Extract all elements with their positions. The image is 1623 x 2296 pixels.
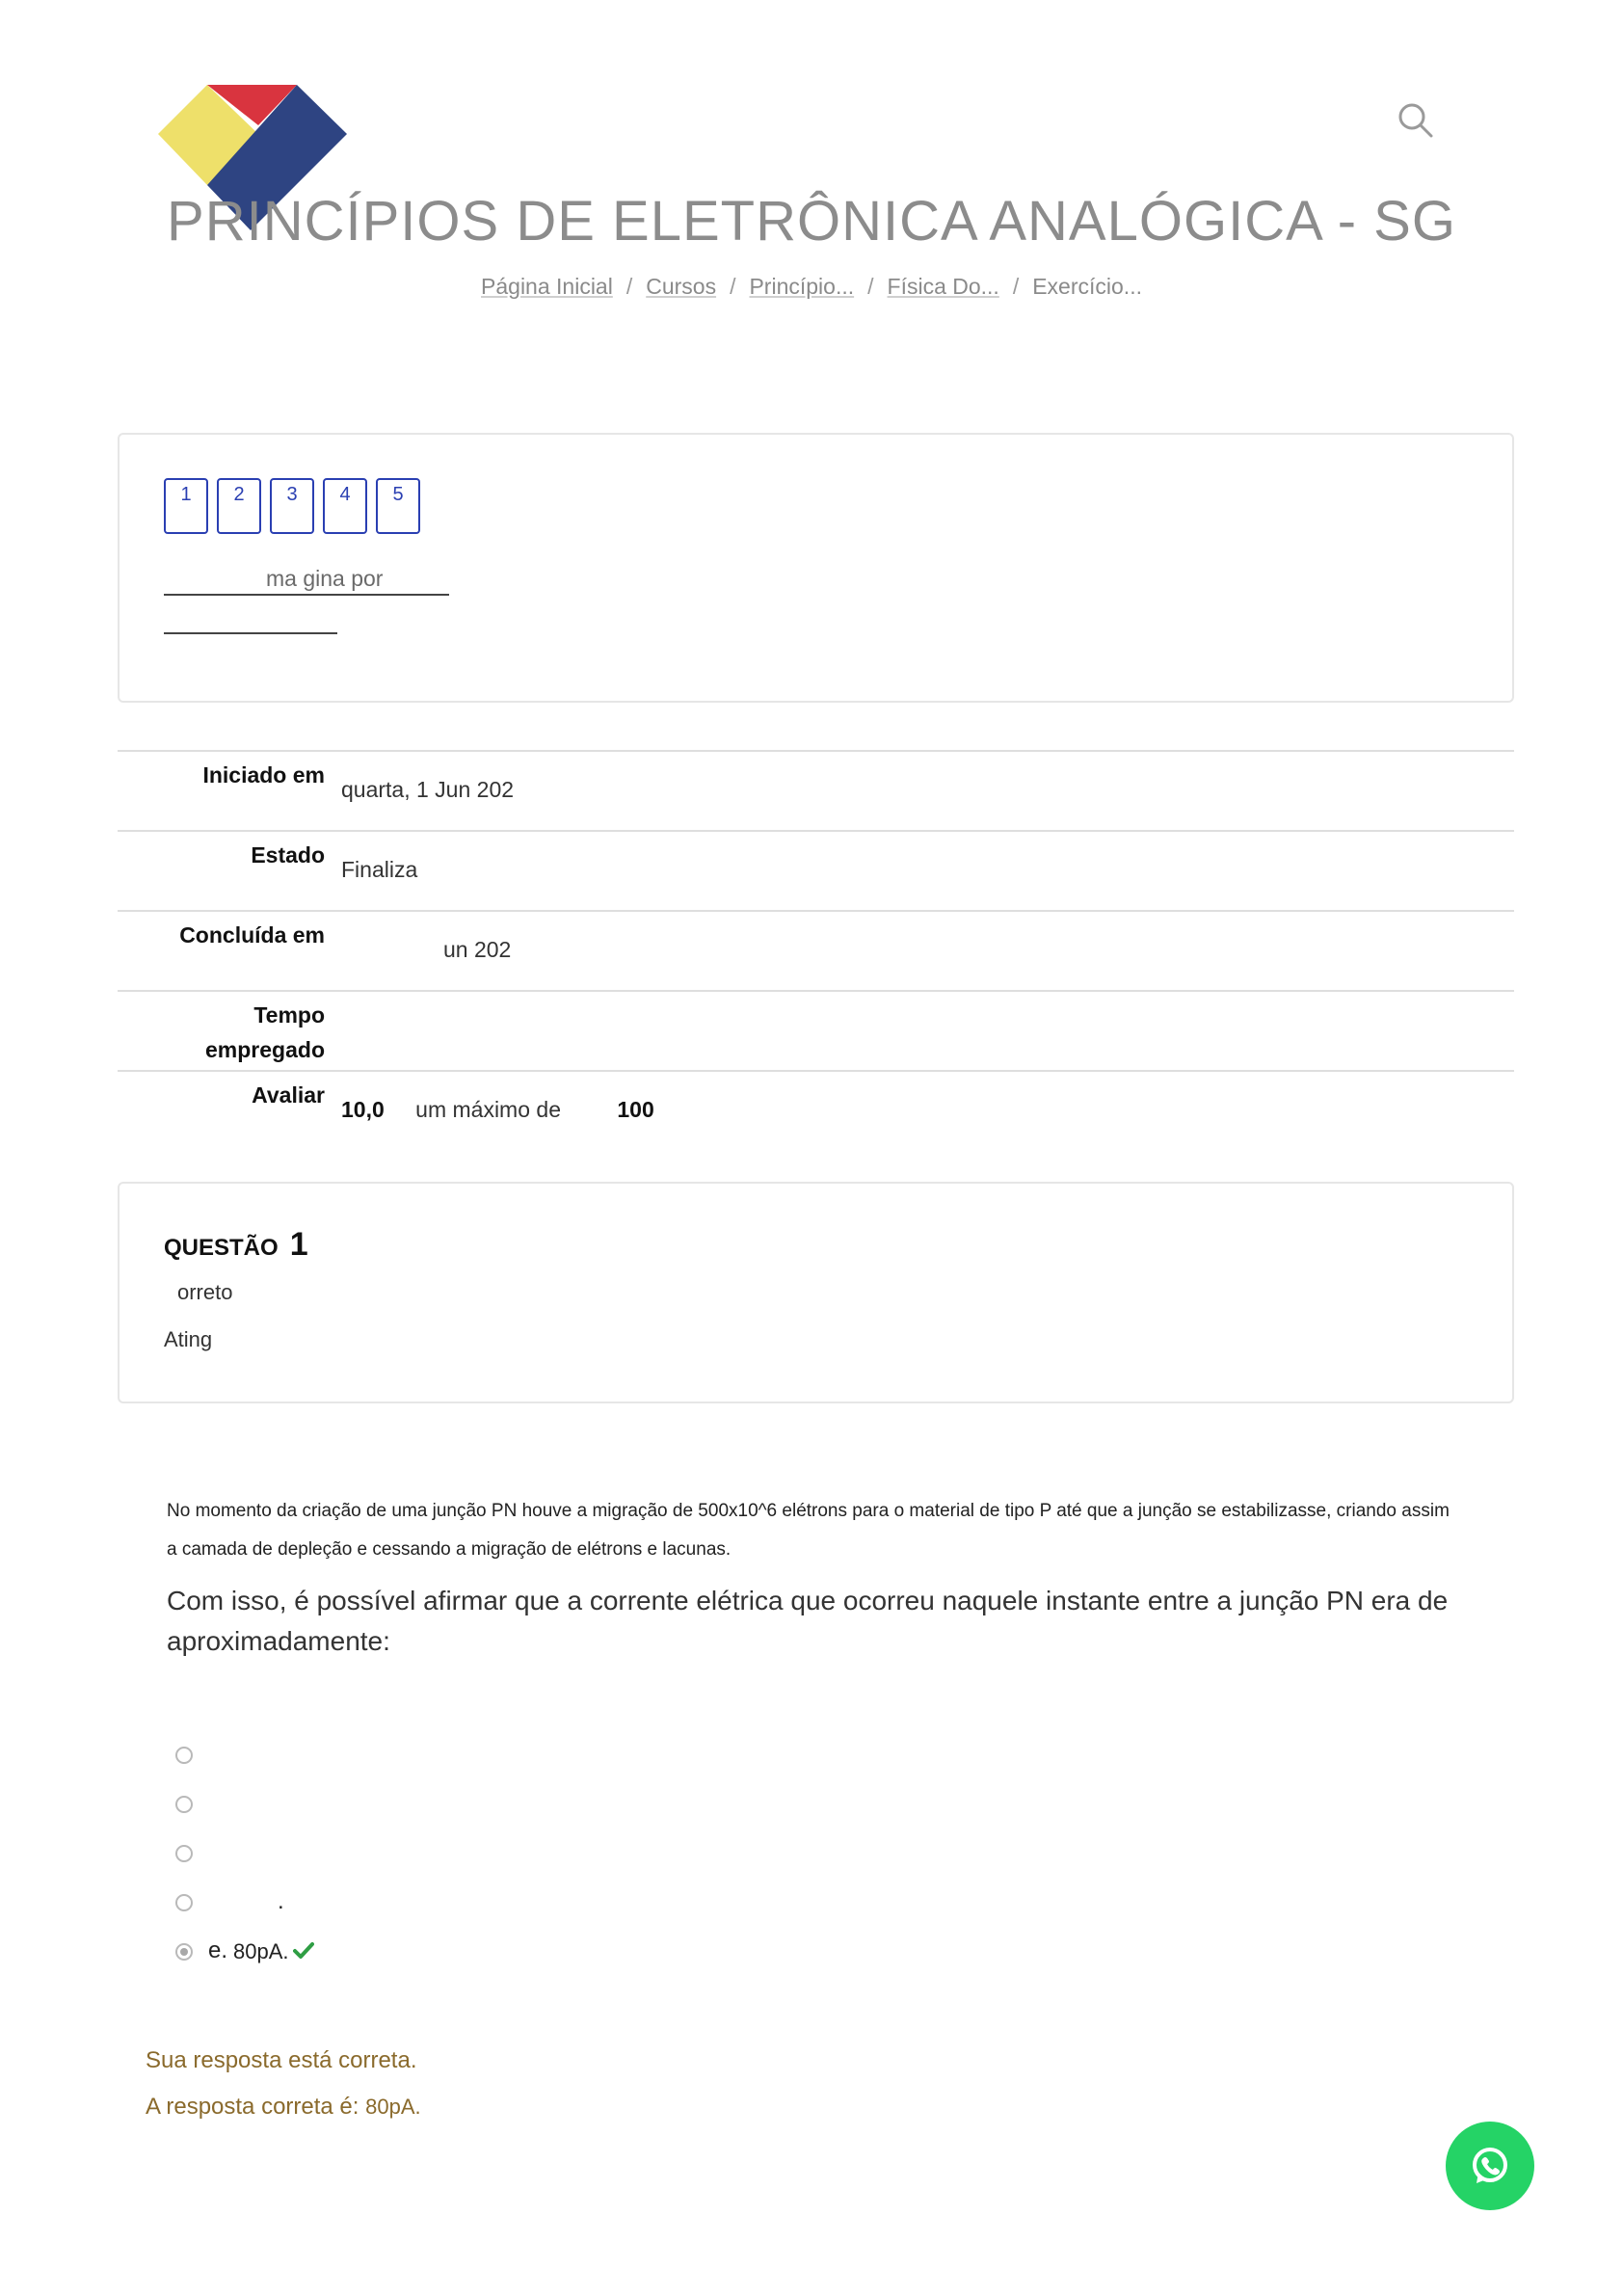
breadcrumb-section[interactable]: Física Do... [887, 274, 999, 299]
question-text: No momento da criação de uma junção PN houve a migração de 500x10^6 elétrons para o material de tipo P até que a junção se estabilizasse, criando assim a camada de depleção e cessando a migração de elétrons e lacunas. [167, 1501, 1450, 1560]
breadcrumb-separator: / [625, 274, 633, 299]
summary-value: Finaliza [341, 857, 418, 882]
summary-value: quarta, 1 Jun 202 [341, 777, 515, 802]
summary-row-state [118, 830, 1514, 910]
option-dot: . [278, 1888, 284, 1914]
quiz-navigation [118, 433, 1514, 703]
breadcrumb-current: Exercício... [1032, 274, 1142, 299]
question-info [118, 1182, 1514, 1403]
radio-button[interactable] [175, 1747, 193, 1764]
question-number: 1 [289, 1226, 308, 1263]
summary-row-grade [118, 1070, 1514, 1150]
summary-label: Concluída em [179, 922, 325, 948]
breadcrumb-home[interactable]: Página Inicial [481, 274, 613, 299]
question-nav-3[interactable]: 3 [270, 478, 314, 534]
whatsapp-icon [1469, 2145, 1511, 2187]
breadcrumb-courses[interactable]: Cursos [646, 274, 717, 299]
grade-middle-text: um máximo de [415, 1097, 561, 1122]
summary-label: Estado [251, 842, 325, 868]
radio-button[interactable] [175, 1796, 193, 1813]
summary-value: un 202 [443, 937, 512, 962]
question-nav-5[interactable]: 5 [376, 478, 420, 534]
show-one-page-link[interactable] [164, 566, 449, 596]
question-nav-1[interactable]: 1 [164, 478, 208, 534]
breadcrumb-separator: / [1012, 274, 1020, 299]
radio-button[interactable] [175, 1845, 193, 1862]
radio-button[interactable] [175, 1894, 193, 1911]
question-buttons [164, 478, 420, 534]
summary-label: Tempo empregado [205, 1002, 325, 1062]
question-grade: Ating [164, 1327, 213, 1351]
breadcrumb-separator: / [867, 274, 874, 299]
option-letter: e. [208, 1937, 228, 1963]
question-nav-4[interactable]: 4 [323, 478, 367, 534]
checkmark-icon [293, 1941, 314, 1961]
breadcrumb-separator: / [730, 274, 736, 299]
question-label [164, 1226, 308, 1264]
attempt-summary [118, 750, 1514, 1150]
correct-feedback: Sua resposta está correta. [146, 2047, 417, 2073]
question-nav-2[interactable]: 2 [217, 478, 261, 534]
page-title: PRINCÍPIOS DE ELETRÔNICA ANALÓGICA - SG [167, 190, 1456, 253]
option-text: 80pA. [233, 1939, 289, 1963]
grade-score: 10,0 [341, 1097, 385, 1122]
radio-button-checked[interactable] [175, 1943, 193, 1961]
correct-answer-value: 80pA. [365, 2095, 421, 2119]
summary-grade-value [341, 1097, 654, 1123]
grade-max: 100 [617, 1097, 654, 1122]
summary-row-completed [118, 910, 1514, 990]
summary-label: Avaliar [252, 1082, 325, 1108]
summary-row-time [118, 990, 1514, 1070]
summary-label: Iniciado em [202, 762, 325, 788]
correct-answer-prefix: A resposta correta é: [146, 2094, 359, 2120]
page-link-label: ma gina por [266, 566, 384, 591]
breadcrumb [0, 274, 1623, 300]
summary-row-started [118, 750, 1514, 830]
question-state: orreto [177, 1280, 233, 1304]
whatsapp-button[interactable] [1446, 2122, 1534, 2210]
search-icon[interactable] [1396, 100, 1436, 141]
question-label-text: QUESTÃO [164, 1235, 279, 1261]
question-prompt: Com isso, é possível afirmar que a corrente elétrica que ocorreu naquele instante entre a junção PN era de aproximadamente: [167, 1586, 1449, 1656]
correct-answer-feedback [146, 2094, 421, 2121]
finish-review-link[interactable] [164, 632, 337, 634]
breadcrumb-course[interactable]: Princípio... [749, 274, 855, 299]
